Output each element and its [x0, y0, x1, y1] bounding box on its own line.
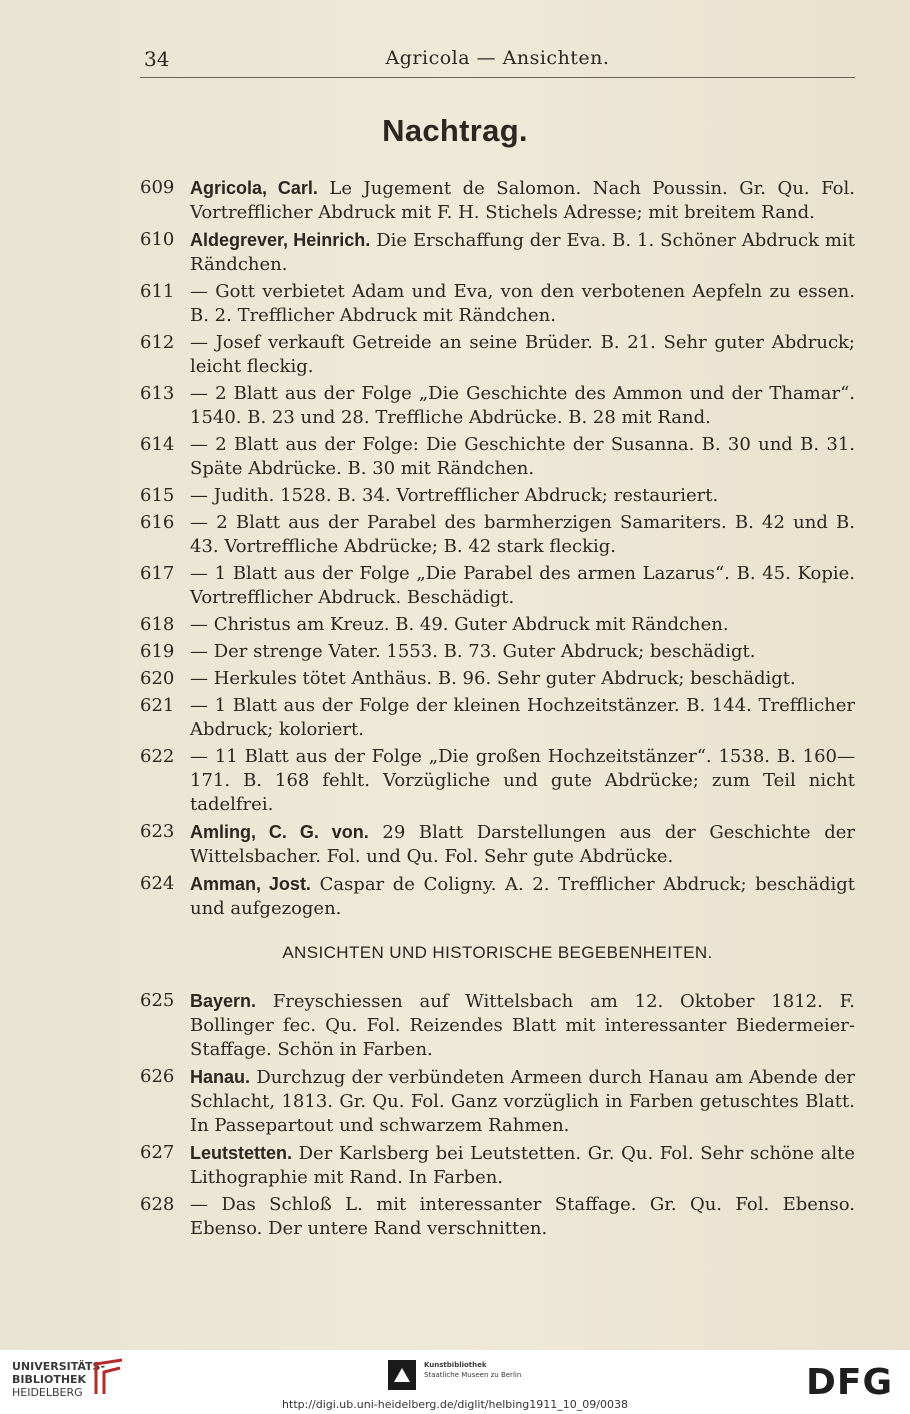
- page-number: 34: [144, 47, 170, 71]
- catalog-entry: [140, 228, 855, 277]
- running-title: Agricola — Ansichten.: [385, 47, 610, 69]
- kunstbibliothek-logo: [388, 1360, 522, 1394]
- entry-text: [190, 989, 855, 1062]
- entry-description: — 11 Blatt aus der Folge „Die großen Hochzeitstänzer“. 1538. B. 160—171. B. 168 fehlt. Vorzügliche und gute Abdrücke; zum Teil nicht tadelfrei.: [190, 746, 855, 815]
- entry-description: — Herkules tötet Anthäus. B. 96. Sehr guter Abdruck; beschädigt.: [190, 668, 796, 689]
- entry-description: — 1 Blatt aus der Folge der kleinen Hochzeitstänzer. B. 144. Trefflicher Abdruck; koloriert.: [190, 695, 855, 740]
- library-line-1: UNIVERSITÄTS-: [12, 1360, 106, 1373]
- catalog-entry: [140, 667, 855, 691]
- catalog-entry: [140, 331, 855, 379]
- catalog-entry: [140, 1065, 855, 1138]
- entry-number: 619: [140, 641, 175, 662]
- catalog-entry: [140, 484, 855, 508]
- catalog-entry: [140, 280, 855, 328]
- dfg-logo: DFG: [806, 1362, 894, 1403]
- entry-description: — 2 Blatt aus der Folge: Die Geschichte der Susanna. B. 30 und B. 31. Späte Abdrücke. B. 30 mit Rändchen.: [190, 434, 855, 479]
- entry-artist-name: Amling, C. G. von.: [190, 822, 369, 842]
- entry-number: 617: [140, 563, 175, 584]
- museum-line-1: Kunstbibliothek: [424, 1361, 487, 1369]
- catalog-entries: [140, 176, 855, 1244]
- entry-number: 621: [140, 695, 175, 716]
- entry-text: [190, 511, 855, 559]
- entry-text: [190, 1065, 855, 1138]
- entry-text: [190, 484, 855, 508]
- entry-number: 624: [140, 873, 175, 894]
- sub-heading: ANSICHTEN UND HISTORISCHE BEGEBENHEITEN.: [282, 943, 713, 962]
- entry-description: — 1 Blatt aus der Folge „Die Parabel des armen Lazarus“. B. 45. Kopie. Vortrefflicher Abdruck. Beschädigt.: [190, 563, 855, 608]
- entry-artist-name: Agricola, Carl.: [190, 178, 318, 198]
- catalog-entry: [140, 694, 855, 742]
- catalog-entry: [140, 872, 855, 921]
- entry-number: 616: [140, 512, 175, 533]
- footer-bar: [0, 1350, 910, 1414]
- entry-artist-name: Hanau.: [190, 1067, 251, 1087]
- entry-description: — Das Schloß L. mit interessanter Staffage. Gr. Qu. Fol. Ebenso. Ebenso. Der untere Rand verschnitten.: [190, 1194, 855, 1239]
- entry-number: 626: [140, 1066, 175, 1087]
- page-header: [140, 47, 855, 77]
- entry-text: [190, 176, 855, 225]
- header-rule: [140, 77, 855, 78]
- entry-description: — 2 Blatt aus der Folge „Die Geschichte des Ammon und der Thamar“. 1540. B. 23 und 28. Treffliche Abdrücke. B. 28 mit Rand.: [190, 383, 855, 428]
- entry-text: [190, 433, 855, 481]
- entry-artist-name: Leutstetten.: [190, 1143, 293, 1163]
- entry-number: 625: [140, 990, 175, 1011]
- entry-number: 613: [140, 383, 175, 404]
- catalog-entry: [140, 382, 855, 430]
- entry-description: Durchzug der verbündeten Armeen durch Hanau am Abende der Schlacht, 1813. Gr. Qu. Fol. Ganz vorzüglich in Farben getuschtes Blatt. In Passepartout und schwarzem Rahmen.: [190, 1067, 855, 1136]
- entry-text: [190, 667, 855, 691]
- ub-heidelberg-logo-icon: [92, 1358, 126, 1398]
- entry-number: 622: [140, 746, 175, 767]
- entry-text: [190, 280, 855, 328]
- entry-description: Die Erschaffung der Eva. B. 1. Schöner Abdruck mit Rändchen.: [190, 230, 855, 275]
- entry-list-ansichten: [140, 989, 855, 1241]
- entry-number: 620: [140, 668, 175, 689]
- entry-description: Caspar de Coligny. A. 2. Trefflicher Abdruck; beschädigt und aufgezogen.: [190, 874, 855, 919]
- entry-number: 610: [140, 229, 175, 250]
- entry-text: [190, 613, 855, 637]
- entry-description: — Josef verkauft Getreide an seine Brüder. B. 21. Sehr guter Abdruck; leicht fleckig.: [190, 332, 855, 377]
- catalog-entry: [140, 640, 855, 664]
- entry-number: 623: [140, 821, 175, 842]
- entry-description: Der Karlsberg bei Leutstetten. Gr. Qu. Fol. Sehr schöne alte Lithographie mit Rand. In Farben.: [190, 1143, 855, 1188]
- entry-number: 615: [140, 485, 175, 506]
- entry-description: — Gott verbietet Adam und Eva, von den verbotenen Aepfeln zu essen. B. 2. Trefflicher Abdruck mit Rändchen.: [190, 281, 855, 326]
- catalog-entry: [140, 1141, 855, 1190]
- entry-number: 609: [140, 177, 175, 198]
- entry-artist-name: Bayern.: [190, 991, 257, 1011]
- entry-description: — Christus am Kreuz. B. 49. Guter Abdruck mit Rändchen.: [190, 614, 729, 635]
- section-title: Nachtrag.: [382, 113, 528, 148]
- entry-description: — Judith. 1528. B. 34. Vortrefflicher Abdruck; restauriert.: [190, 485, 719, 506]
- library-line-3: HEIDELBERG: [12, 1386, 83, 1399]
- entry-text: [190, 820, 855, 869]
- entry-text: [190, 1141, 855, 1190]
- entry-number: 614: [140, 434, 175, 455]
- entry-text: [190, 694, 855, 742]
- entry-number: 628: [140, 1194, 175, 1215]
- entry-text: [190, 745, 855, 817]
- library-line-2: BIBLIOTHEK: [12, 1373, 87, 1386]
- entry-number: 618: [140, 614, 175, 635]
- entry-text: [190, 382, 855, 430]
- entry-text: [190, 562, 855, 610]
- entry-artist-name: Aldegrever, Heinrich.: [190, 230, 371, 250]
- entry-description: — 2 Blatt aus der Parabel des barmherzigen Samariters. B. 42 und B. 43. Vortreffliche Abdrücke; B. 42 stark fleckig.: [190, 512, 855, 557]
- entry-text: [190, 331, 855, 379]
- entry-description: — Der strenge Vater. 1553. B. 73. Guter Abdruck; beschädigt.: [190, 641, 756, 662]
- entry-description: Le Jugement de Salomon. Nach Poussin. Gr. Qu. Fol. Vortrefflicher Abdruck mit F. H. Stichels Adresse; mit breitem Rand.: [190, 178, 855, 223]
- entry-artist-name: Amman, Jost.: [190, 874, 311, 894]
- entry-number: 612: [140, 332, 175, 353]
- entry-text: [190, 872, 855, 921]
- entry-text: [190, 640, 855, 664]
- entry-text: [190, 1193, 855, 1241]
- entry-number: 627: [140, 1142, 175, 1163]
- entry-number: 611: [140, 281, 175, 302]
- catalog-entry: [140, 562, 855, 610]
- catalog-entry: [140, 613, 855, 637]
- catalog-entry: [140, 511, 855, 559]
- entry-description: Freyschiessen auf Wittelsbach am 12. Oktober 1812. F. Bollinger fec. Qu. Fol. Reizendes Blatt mit interessanter Biedermeier-Staffage. Schön in Farben.: [190, 991, 855, 1060]
- entry-text: [190, 228, 855, 277]
- catalog-entry: [140, 433, 855, 481]
- catalog-entry: [140, 176, 855, 225]
- entry-list-nachtrag: [140, 176, 855, 921]
- catalog-entry: [140, 989, 855, 1062]
- catalog-entry: [140, 745, 855, 817]
- page-url[interactable]: http://digi.ub.uni-heidelberg.de/diglit/helbing1911_10_09/0038: [282, 1398, 628, 1411]
- entry-description: 29 Blatt Darstellungen aus der Geschichte der Wittelsbacher. Fol. und Qu. Fol. Sehr gute Abdrücke.: [190, 822, 856, 867]
- kunstbibliothek-icon: [388, 1360, 416, 1390]
- museum-line-2: Staatliche Museen zu Berlin: [424, 1371, 522, 1379]
- catalog-entry: [140, 820, 855, 869]
- catalog-entry: [140, 1193, 855, 1241]
